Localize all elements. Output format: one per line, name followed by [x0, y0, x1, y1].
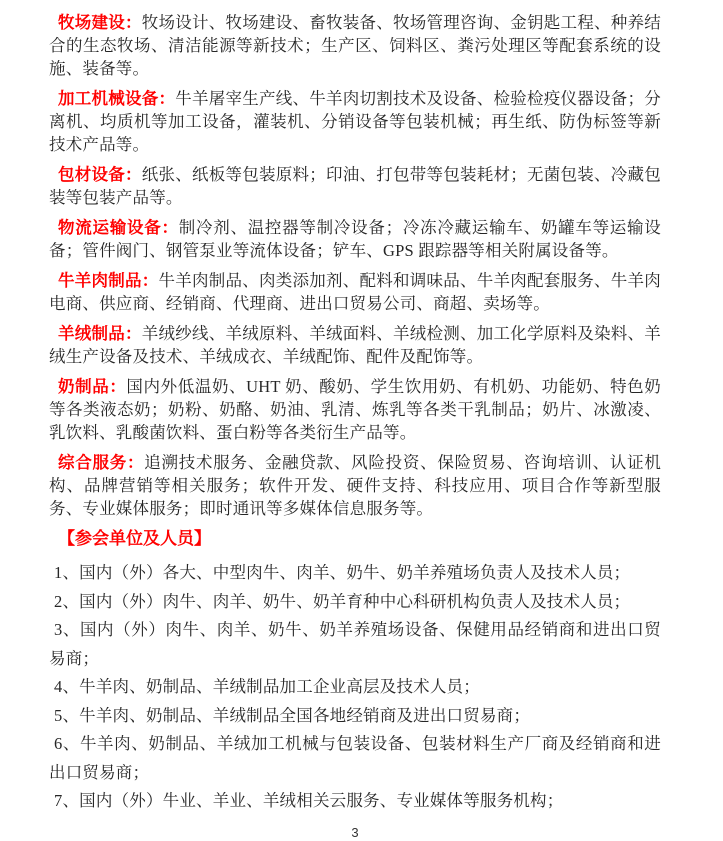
- section-cashmere-products: [49, 322, 661, 368]
- section-label: 综合服务：: [58, 453, 145, 472]
- section-text: 纸张、纸板等包装原料；印油、打包带等包装耗材；无菌包装、冷藏包装等包装产品等。: [49, 165, 662, 207]
- attendee-item: 2、国内（外）肉牛、肉羊、奶牛、奶羊育种中心科研机构负责人及技术人员；: [54, 591, 631, 611]
- section-comprehensive-services: [49, 451, 661, 520]
- section-text: 国内外低温奶、UHT 奶、酸奶、学生饮用奶、有机奶、功能奶、特色奶等各类液态奶；奶粉、奶酪、奶油、乳清、炼乳等各类干乳制品；奶片、冰激凌、乳饮料、乳酸菌饮料、蛋白粉等各类衍生产品等。: [49, 377, 661, 442]
- section-label: 牛羊肉制品：: [58, 271, 159, 290]
- section-beef-mutton-products: [49, 269, 661, 315]
- attendee-item: 4、牛羊肉、奶制品、羊绒制品加工企业高层及技术人员；: [54, 677, 480, 696]
- section-logistics-transport: [49, 216, 661, 262]
- section-text: 牧场设计、牧场建设、畜牧装备、牧场管理咨询、金钥匙工程、种养结合的生态牧场、清洁能源等新技术；生产区、饲料区、粪污处理区等配套系统的设施、装备等。: [49, 13, 662, 78]
- section-text: 牛羊肉制品、肉类添加剂、配料和调味品、牛羊肉配套服务、牛羊肉电商、供应商、经销商、代理商、进出口贸易公司、商超、卖场等。: [49, 271, 662, 313]
- page-number: 3: [351, 824, 359, 840]
- section-label: 牧场建设：: [58, 13, 142, 32]
- section-pasture-construction: [49, 11, 661, 80]
- section-text: 羊绒纱线、羊绒原料、羊绒面料、羊绒检测、加工化学原料及染料、羊绒生产设备及技术、羊绒成衣、羊绒配饰、配件及配饰等。: [49, 324, 662, 366]
- section-text: 制冷剂、温控器等制冷设备；冷冻冷藏运输车、奶罐车等运输设备；管件阀门、钢管泵业等流体设备；铲车、GPS 跟踪器等相关附属设备等。: [49, 218, 661, 260]
- section-text: 追溯技术服务、金融贷款、风险投资、保险贸易、咨询培训、认证机构、品牌营销等相关服务；软件开发、硬件支持、科技应用、项目合作等新型服务、专业媒体服务；即时通讯等多媒体信息服务等。: [49, 453, 662, 518]
- attendee-item: 3、国内（外）肉牛、肉羊、奶牛、奶羊养殖场设备、保健用品经销商和进出口贸易商；: [49, 620, 661, 668]
- attendee-item: 1、国内（外）各大、中型肉牛、肉羊、奶牛、奶羊养殖场负责人及技术人员；: [54, 563, 631, 582]
- section-text: 牛羊屠宰生产线、牛羊肉切割技术及设备、检验检疫仪器设备；分离机、均质机等加工设备，灌装机、分销设备等包装机械；再生纸、防伪标签等新技术产品等。: [49, 89, 661, 154]
- attendee-item: 5、牛羊肉、奶制品、羊绒制品全国各地经销商及进出口贸易商；: [54, 705, 531, 725]
- section-processing-machinery: [49, 87, 661, 156]
- section-packaging-equipment: [49, 163, 661, 209]
- attendee-item: 6、牛羊肉、奶制品、羊绒加工机械与包装设备、包装材料生产厂商及经销商和进出口贸易商；: [49, 734, 661, 782]
- section-label: 物流运输设备：: [58, 218, 179, 237]
- section-label: 羊绒制品：: [58, 324, 142, 343]
- section-label: 包材设备：: [58, 165, 142, 184]
- attendees-heading: 【参会单位及人员】: [58, 529, 211, 548]
- section-label: 奶制品：: [58, 377, 127, 396]
- attendee-item: 7、国内（外）牛业、羊业、羊绒相关云服务、专业媒体等服务机构；: [54, 791, 564, 810]
- section-label: 加工机械设备：: [58, 89, 176, 108]
- section-dairy-products: [49, 375, 661, 444]
